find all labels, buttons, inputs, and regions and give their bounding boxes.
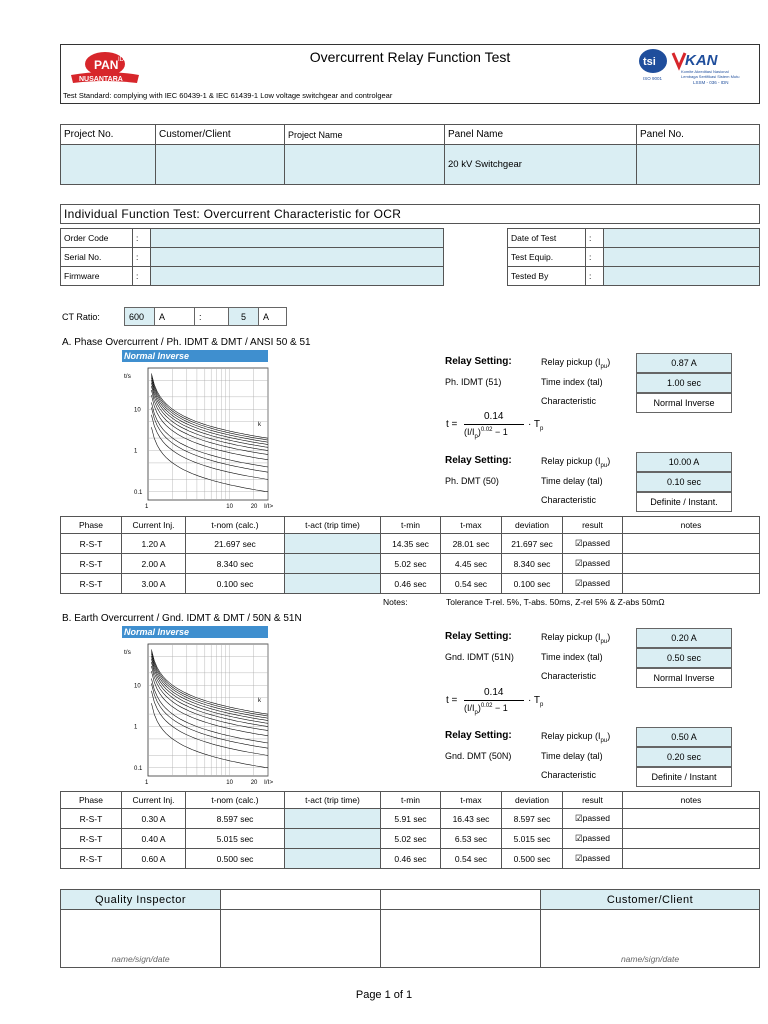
cell-phase: R-S-T (61, 809, 122, 829)
cell-result-checkbox[interactable]: ☑passed (563, 554, 623, 574)
logo-kan-sub2: Lembaga Sertifikasi Sistem Mutu (681, 74, 740, 79)
project-name-header: Project Name (285, 125, 445, 145)
cell-deviation: 8.340 sec (502, 554, 563, 574)
logo-iso-text: ISO 9001 (643, 76, 663, 81)
cell-tact-input[interactable] (285, 554, 381, 574)
hdr-phase: Phase (61, 792, 122, 809)
test-equip-field[interactable] (604, 248, 760, 267)
tested-by-field[interactable] (604, 267, 760, 286)
firmware-label: Firmware (61, 267, 133, 286)
hdr-tact: t-act (trip time) (285, 517, 381, 534)
notes-label: Notes: (383, 597, 408, 607)
section-b-time-delay-label: Time delay (tal) (541, 751, 603, 761)
ct-primary-unit: A (155, 308, 195, 326)
logo-kan-sub1: Komite Akreditasi Nasional (681, 69, 729, 74)
section-b-pickup-label-2: Relay pickup $(I_{pu})$ (541, 731, 611, 744)
hdr-tmin: t-min (381, 792, 441, 809)
y-tick-label: 0.1 (134, 765, 143, 772)
document-header (60, 44, 760, 104)
hdr-tnom: t-nom (calc.) (186, 792, 285, 809)
cell-tmax: 6.53 sec (441, 829, 502, 849)
panel-no-header: Panel No. (637, 125, 760, 145)
cell-tmax: 0.54 sec (441, 574, 502, 594)
section-a-idmt-pickup[interactable]: 0.87 A (636, 353, 732, 373)
cell-current: 0.30 A (122, 809, 186, 829)
y-axis-label: t/s (124, 373, 131, 380)
ct-ratio-table (124, 307, 287, 326)
section-a-characteristic-label-2: Characteristic (541, 495, 597, 505)
cell-deviation: 0.100 sec (502, 574, 563, 594)
cell-tnom: 5.015 sec (186, 829, 285, 849)
order-code-colon: : (133, 229, 151, 248)
panel-no-field[interactable] (637, 145, 760, 185)
page-title: Overcurrent Relay Function Test (309, 49, 511, 65)
table-row (61, 534, 760, 554)
section-b-title: B. Earth Overcurrent / Gnd. IDMT & DMT / 50N & 51N (62, 613, 302, 624)
section-b-time-index-label: Time index (tal) (541, 652, 603, 662)
hdr-deviation: deviation (502, 792, 563, 809)
hdr-result: result (563, 792, 623, 809)
table-row (61, 849, 760, 869)
plot-frame (148, 644, 268, 776)
hdr-notes: notes (623, 517, 760, 534)
signoff-table (60, 889, 760, 968)
cell-deviation: 0.500 sec (502, 849, 563, 869)
x-tick-label: 1 (145, 780, 149, 786)
section-a-time-delay-label: Time delay (tal) (541, 476, 603, 486)
plot-frame (148, 368, 268, 500)
tsi-kan-logo (637, 47, 755, 87)
cell-tmax: 4.45 sec (441, 554, 502, 574)
date-of-test-field[interactable] (604, 229, 760, 248)
section-b-chart-title: Normal Inverse (122, 626, 268, 638)
section-b-characteristic-label-1: Characteristic (541, 671, 597, 681)
cell-tmin: 5.02 sec (381, 554, 441, 574)
section-a-title: A. Phase Overcurrent / Ph. IDMT & DMT / ANSI 50 & 51 (62, 337, 311, 348)
cell-tnom: 8.340 sec (186, 554, 285, 574)
curve-k-label: k (258, 422, 261, 428)
cell-notes[interactable] (623, 849, 760, 869)
section-a-curve-plot (122, 362, 282, 510)
section-b-pickup-label-1: Relay pickup $(I_{pu})$ (541, 632, 611, 645)
section-b-idmt-characteristic[interactable]: Normal Inverse (636, 668, 732, 688)
cell-tact-input[interactable] (285, 809, 381, 829)
cell-deviation: 8.597 sec (502, 809, 563, 829)
logo-kan-code: LSSM - 036 - IDN (693, 80, 729, 85)
quality-inspector-sign-field[interactable] (61, 910, 221, 968)
order-code-field[interactable] (151, 229, 444, 248)
individual-test-title: Individual Function Test: Overcurrent Characteristic for OCR (60, 204, 760, 224)
cell-tmin: 0.46 sec (381, 574, 441, 594)
x-axis-label: I/I> (264, 779, 274, 786)
hdr-phase: Phase (61, 517, 122, 534)
cell-notes[interactable] (623, 534, 760, 554)
section-b-relay-setting-2: Relay Setting: (445, 730, 512, 741)
x-axis-label: I/I> (264, 503, 274, 510)
cell-tmax: 28.01 sec (441, 534, 502, 554)
cell-tnom: 8.597 sec (186, 809, 285, 829)
section-a-dmt-time-delay[interactable]: 0.10 sec (636, 472, 732, 492)
section-a-results-table (60, 516, 760, 594)
cell-deviation: 5.015 sec (502, 829, 563, 849)
test-equip-label: Test Equip. (508, 248, 586, 267)
y-tick-label: 0.1 (134, 489, 143, 496)
project-name-field[interactable] (285, 145, 445, 185)
table-row (61, 574, 760, 594)
signoff-field-2[interactable] (221, 910, 381, 968)
section-a-relay-setting-2: Relay Setting: (445, 455, 512, 466)
section-b-idmt-time-index[interactable]: 0.50 sec (636, 648, 732, 668)
customer-client-header: Customer/Client (156, 125, 285, 145)
cell-phase: R-S-T (61, 829, 122, 849)
device-info-table (60, 228, 444, 286)
firmware-field[interactable] (151, 267, 444, 286)
cell-notes[interactable] (623, 554, 760, 574)
section-b-dmt-characteristic[interactable]: Definite / Instant (636, 767, 732, 787)
firmware-colon: : (133, 267, 151, 286)
section-a-dmt-label: Ph. DMT (50) (445, 476, 499, 486)
customer-client-signoff-header: Customer/Client (541, 890, 760, 910)
project-no-field[interactable] (61, 145, 156, 185)
section-a-relay-setting-1: Relay Setting: (445, 356, 512, 367)
section-b-idmt-pickup[interactable]: 0.20 A (636, 628, 732, 648)
tested-by-colon: : (586, 267, 604, 286)
hdr-tmax: t-max (441, 517, 502, 534)
order-code-label: Order Code (61, 229, 133, 248)
cell-deviation: 21.697 sec (502, 534, 563, 554)
panel-name-field[interactable]: 20 kV Switchgear (445, 145, 637, 185)
hdr-tnom: t-nom (calc.) (186, 517, 285, 534)
table-row (61, 809, 760, 829)
section-a-formula: t = 0.14 $(I/I_p)^{0.02} - 1$ · $T_p$ (446, 411, 544, 440)
y-tick-label: 1 (134, 724, 138, 731)
customer-client-sign-field[interactable] (541, 910, 760, 968)
cell-result-checkbox[interactable]: ☑passed (563, 809, 623, 829)
section-a-pickup-label-2: Relay pickup $(I_{pu})$ (541, 456, 611, 469)
ct-ratio-label: CT Ratio: (62, 312, 100, 322)
cell-notes[interactable] (623, 809, 760, 829)
logo-pan-text: PAN (94, 58, 119, 72)
cell-phase: R-S-T (61, 574, 122, 594)
section-b-chart (122, 626, 282, 786)
section-b-idmt-label: Gnd. IDMT (51N) (445, 652, 514, 662)
quality-inspector-header: Quality Inspector (61, 890, 221, 910)
cell-tact-input[interactable] (285, 534, 381, 554)
logo-kan-text: KAN (685, 52, 718, 69)
section-a-chart (122, 350, 282, 510)
cell-tnom: 0.500 sec (186, 849, 285, 869)
x-tick-label: 10 (226, 780, 233, 786)
test-standard: Test Standard: complying with IEC 60439-1 & IEC 61439-1 Low voltage switchgear and controlgear (63, 91, 393, 100)
cell-phase: R-S-T (61, 849, 122, 869)
x-tick-label: 1 (145, 504, 149, 510)
logo-nusantara-text: NUSANTARA (79, 76, 123, 83)
cell-current: 1.20 A (122, 534, 186, 554)
hdr-current: Current Inj. (122, 792, 186, 809)
cell-tmin: 5.02 sec (381, 829, 441, 849)
cell-tmin: 5.91 sec (381, 809, 441, 829)
cell-tmax: 16.43 sec (441, 809, 502, 829)
tested-by-label: Tested By (508, 267, 586, 286)
cell-tmin: 0.46 sec (381, 849, 441, 869)
ct-separator: : (195, 308, 229, 326)
section-b-characteristic-label-2: Characteristic (541, 770, 597, 780)
cell-tmax: 0.54 sec (441, 849, 502, 869)
serial-no-colon: : (133, 248, 151, 267)
signoff-field-3[interactable] (381, 910, 541, 968)
section-a-chart-title: Normal Inverse (122, 350, 268, 362)
section-a-pickup-label-1: Relay pickup $(I_{pu})$ (541, 357, 611, 370)
date-of-test-label: Date of Test (508, 229, 586, 248)
hdr-notes: notes (623, 792, 760, 809)
logo-pan-sup: ID (118, 57, 124, 63)
section-a-dmt-pickup[interactable]: 10.00 A (636, 452, 732, 472)
ct-primary-field[interactable]: 600 (125, 308, 155, 326)
ct-secondary-field[interactable]: 5 (229, 308, 259, 326)
quality-inspector-sign-hint: name/sign/date (111, 954, 170, 964)
customer-client-sign-hint: name/sign/date (620, 954, 680, 964)
curve-k-label: k (258, 698, 261, 704)
section-a-idmt-characteristic[interactable]: Normal Inverse (636, 393, 732, 413)
panel-name-header: Panel Name (445, 125, 637, 145)
y-axis-label: t/s (124, 649, 131, 656)
section-b-results-table (60, 791, 760, 869)
cell-current: 2.00 A (122, 554, 186, 574)
section-b-dmt-time-delay[interactable]: 0.20 sec (636, 747, 732, 767)
cell-phase: R-S-T (61, 554, 122, 574)
hdr-result: result (563, 517, 623, 534)
section-a-idmt-label: Ph. IDMT (51) (445, 377, 502, 387)
y-tick-label: 1 (134, 448, 138, 455)
hdr-current: Current Inj. (122, 517, 186, 534)
x-tick-label: 20 (250, 504, 258, 510)
cell-result-checkbox[interactable]: ☑passed (563, 574, 623, 594)
ct-secondary-unit: A (259, 308, 287, 326)
serial-no-field[interactable] (151, 248, 444, 267)
section-b-relay-setting-1: Relay Setting: (445, 631, 512, 642)
section-a-characteristic-label-1: Characteristic (541, 396, 597, 406)
hdr-tmin: t-min (381, 517, 441, 534)
hdr-tmax: t-max (441, 792, 502, 809)
cell-result-checkbox[interactable]: ☑passed (563, 534, 623, 554)
table-row (61, 829, 760, 849)
section-a-dmt-characteristic[interactable]: Definite / Instant. (636, 492, 732, 512)
table-row (61, 554, 760, 574)
cell-phase: R-S-T (61, 534, 122, 554)
section-b-dmt-label: Gnd. DMT (50N) (445, 751, 512, 761)
logo-tsi-text: tsi (643, 56, 656, 68)
test-info-table (507, 228, 760, 286)
y-tick-label: 10 (134, 407, 141, 414)
cell-tact-input[interactable] (285, 829, 381, 849)
section-b-dmt-pickup[interactable]: 0.50 A (636, 727, 732, 747)
cell-current: 0.40 A (122, 829, 186, 849)
date-of-test-colon: : (586, 229, 604, 248)
cell-notes[interactable] (623, 829, 760, 849)
section-b-curve-plot (122, 638, 282, 786)
customer-client-field[interactable] (156, 145, 285, 185)
project-table (60, 124, 760, 185)
page-number: Page 1 of 1 (355, 989, 413, 1001)
cell-result-checkbox[interactable]: ☑passed (563, 849, 623, 869)
cell-result-checkbox[interactable]: ☑passed (563, 829, 623, 849)
cell-current: 3.00 A (122, 574, 186, 594)
cell-tnom: 0.100 sec (186, 574, 285, 594)
cell-tact-input[interactable] (285, 849, 381, 869)
section-b-formula: t = 0.14 $(I/I_p)^{0.02} - 1$ · $T_p$ (446, 687, 544, 716)
serial-no-label: Serial No. (61, 248, 133, 267)
notes-text: Tolerance T-rel. 5%, T-abs. 50ms, Z-rel 5% & Z-abs 50mΩ (446, 597, 665, 607)
x-tick-label: 20 (250, 780, 258, 786)
y-tick-label: 10 (134, 683, 141, 690)
cell-tnom: 21.697 sec (186, 534, 285, 554)
test-equip-colon: : (586, 248, 604, 267)
project-no-header: Project No. (61, 125, 156, 145)
cell-current: 0.60 A (122, 849, 186, 869)
cell-notes[interactable] (623, 574, 760, 594)
section-a-time-index-label: Time index (tal) (541, 377, 603, 387)
section-a-idmt-time-index[interactable]: 1.00 sec (636, 373, 732, 393)
x-tick-label: 10 (226, 504, 233, 510)
cell-tact-input[interactable] (285, 574, 381, 594)
hdr-deviation: deviation (502, 517, 563, 534)
cell-tmin: 14.35 sec (381, 534, 441, 554)
hdr-tact: t-act (trip time) (285, 792, 381, 809)
